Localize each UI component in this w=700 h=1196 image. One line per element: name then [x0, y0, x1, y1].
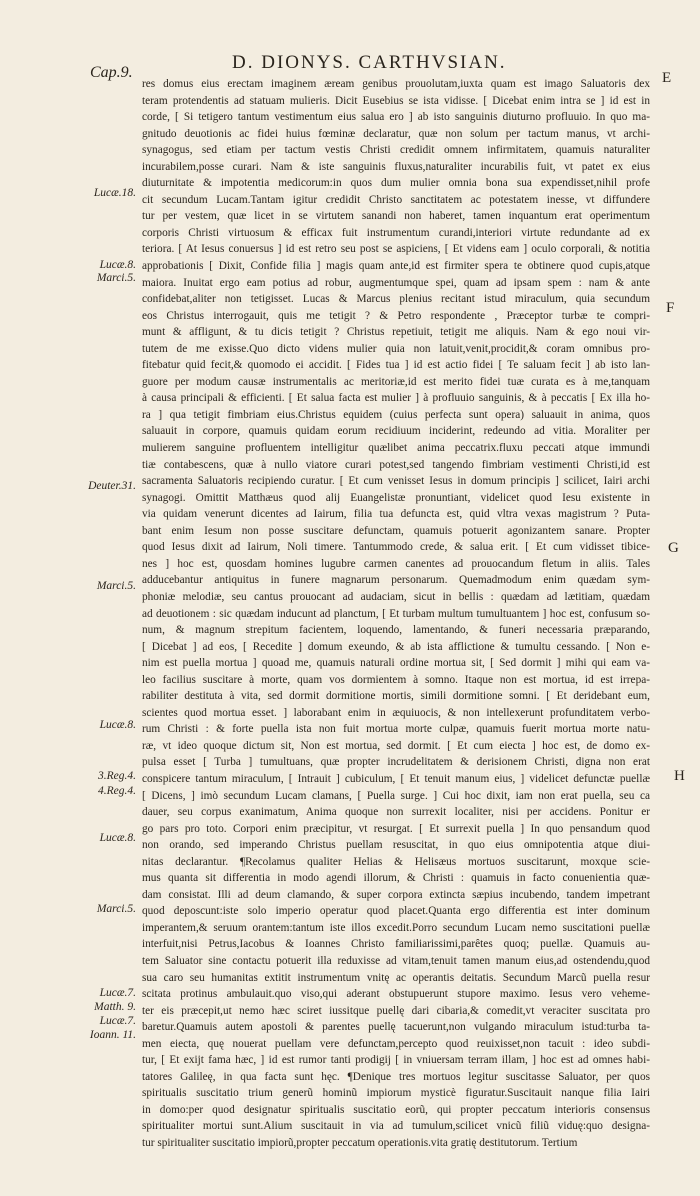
text-line: interfuit,nisi Petrus,Iacobus & Ioannes Christo familiarissimi,parêtes quoq; puellæ. Quamuis au- [142, 938, 650, 951]
margin-reference: Lucæ.8. [99, 832, 136, 844]
text-line: confidebat,aliter non tetigisset. Lucas & Marcus plenius recitant istud miraculum, quia secundum [142, 293, 650, 306]
margin-reference: 3.Reg.4. [97, 770, 136, 782]
text-line: tutem de me exisse.Quo dicto videns mulier quia non latuit,venit,procidit,& coram omnibus pro- [142, 342, 650, 355]
section-letter: G [668, 540, 679, 556]
text-line: corporis Christi virtuosum & efficax fuit instrumentum curandi,interiori virtute redundante ad ex [142, 226, 650, 239]
margin-reference: 4.Reg.4. [97, 785, 136, 797]
text-line: tur spiritualiter suscitatio impiorũ,propter peccatum operationis.vita gratię destitutorum. Tertium [142, 1137, 578, 1149]
text-line: res domus eius erectam imaginem æream genibus prouolutam,iuxta quam est imago Saluatoris dex [142, 78, 650, 90]
text-line: tur, [ Et exijt fama hæc, ] id est rumor tanti prodigij [ in vniuersam terram illam, ] hoc est ad omnes habi- [142, 1054, 650, 1067]
text-line: gnitudo deuotionis ac fidei huius fœminæ declaratur, quæ non solum per tactum manus, vt archi- [142, 127, 650, 140]
text-line: leo facilius suscitare à morte, quam vos dormientem à somno. Itaque non est mortua, id est irrepa- [142, 673, 650, 686]
text-line: pulsa esset [ Turba ] tumultuans, quæ propter incrudelitatem & derisionem Christi, digna non erat [142, 756, 650, 769]
margin-reference: Lucæ.8. [99, 719, 136, 731]
text-line: num, & magnum strepitum facientem, loquendo, lamentando, & funeri necessaria præparando, [142, 624, 650, 637]
text-line: scitata protinus ambulauit.quo viso,qui aderant obstupuerunt stupore maximo. Iesus vero veheme- [142, 988, 650, 1001]
text-line: via quidam venerunt dicentes ad Iairum, filia tua defuncta est, quid vltra vexas magistrum ? Puta- [142, 508, 650, 521]
text-line: adducebantur antiquitus in funere magnarum personarum. Quemadmodum enim quædam sym- [142, 574, 650, 587]
text-line: ter eis præcepit,ut nemo hæc sciret iussitque puellę dari cibaria,& comedit,vt veraciter suscitata pro [142, 1004, 650, 1017]
text-line: imperantem,& seruum orantem:tantum iste illos excedit.Porro secundum Lucam nemo suscitationi puellæ [142, 921, 650, 934]
text-line: dauer, seu corpus exanimatum, Anima quoque non surrexit localiter, nisi per accidens. Ponitur er [142, 806, 650, 819]
text-line: sua caro seu humanitas extitit instrumentum vnitę ac operantis deitatis. Secundum Marcũ puella resur [142, 971, 650, 984]
margin-reference: Marci.5. [96, 903, 136, 915]
text-line: baretur.Quamuis autem apostoli & parentes puellę tacuerunt,non vulgando miraculum istud:turba ta- [142, 1021, 650, 1034]
text-line: dam consistat. Illi ad deum clamando, & super corpora extincta sæpius incubendo, tandem impetrant [142, 888, 650, 901]
text-line: sacramenta Saluatoris recipiendo curatur. [ Et cum venisset Iesus in domum principis ] scilicet, Iairi archi [142, 475, 650, 488]
margin-reference: Lucæ.18. [93, 187, 136, 199]
margin-reference: Ioann. 11. [89, 1029, 136, 1041]
text-line: diuturnitate & impotentia medicorum:in quos dum mulier omnia bona sua expendisset,nihil profe [142, 177, 650, 190]
text-line: ra ] qua tetigit fimbriam eius.Christus equidem (cuius perfecta sunt opera) saluauit in anima, quos [142, 408, 650, 421]
margin-reference: Matth. 9. [94, 1001, 136, 1013]
margin-reference: Lucæ.7. [99, 1015, 136, 1027]
section-letter: H [674, 768, 685, 784]
text-line: quod Iesus dixit ad Iairum, Noli timere. Tantummodo crede, & salua erit. [ Et cum vidisset tibice- [142, 541, 650, 554]
section-letter: E [662, 70, 672, 86]
text-line: saluauit in corpore, quamuis quidam eorum recidiuum inciderint, redeundo ad vitia. Moraliter per [142, 425, 650, 438]
text-line: conspicere tantum miraculum, [ Intrauit ] cubiculum, [ Et tenuit manum eius, ] videlicet defunctæ puellæ [142, 772, 650, 785]
body-text [142, 76, 650, 1152]
text-line: tatores Galileę, in qua facta sunt hęc. ¶Denique tres mortuos legitur suscitasse Saluator, per quos [142, 1070, 650, 1083]
text-line: synagogus, sed etiam per tactum vestis Christi credidit omnem infirmitatem, quamuis naturaliter [142, 144, 650, 157]
text-line: bant enim Iesum non posse suscitare defunctam, quamuis potuerit agonizantem sanare. Propter [142, 524, 650, 537]
text-line: teram protendentis ad statuam mulieris. Dicit Eusebius se ista vidisse. [ Dicebat enim intra se ] id est in [142, 94, 650, 107]
text-line: quod deposcunt:iste solo imperio operatur quod placet.Quanta ergo differentia est inter dominum [142, 905, 650, 918]
text-line: tiæ contabescens, quæ à nullo viatore curari potest,sed tangendo fimbriam vestimenti Christi,id est [142, 458, 650, 471]
margin-reference: Deuter.31. [88, 480, 136, 492]
text-line: nitas declarantur. ¶Recolamus qualiter Helias & Helisæus mortuos suscitarunt, moxque scie- [142, 855, 650, 868]
text-line: maiora. Inuitat ergo eam potius ad robur, augmentumque spei, quam ad ipsam spem : nam & ante [142, 276, 650, 289]
text-line: in domo:per quod designatur spiritualis suscitatio eorũ, qui propter peccatum interioris consensus [142, 1103, 650, 1116]
text-line: guore per modum causæ instrumentalis ac meritoriæ,id est merito fidei tuæ curata es à me,tanquam [142, 375, 650, 388]
text-line: [ Dicens, ] imò secundum Lucam clamans, [ Puella surge. ] Cui hoc dixit, iam non erat puella, seu ca [142, 789, 650, 802]
text-line: ad deuotionem : sic quædam inducunt ad planctum, [ Et turbam multum tumultuantem ] hoc est, confusum so- [142, 607, 650, 620]
text-line: fitebatur quid fecit,& quomodo ei accidit. [ Fides tua ] id est actio fidei [ Te saluam fecit ] ab isto lan- [142, 359, 650, 372]
text-line: synagogi. Omittit Matthæus quod alij Euangelistæ pronuntiant, videlicet quod Iesu existente in [142, 491, 650, 504]
text-line: spiritualis suscitatio trium generũ hominũ impiorum mysticè figuratur.Suscitauit nanque filia Iairi [142, 1087, 650, 1100]
chapter-marker: Cap.9. [90, 64, 133, 81]
margin-reference: Lucæ.8. [99, 259, 136, 271]
text-line: à causa principali & efficienti. [ Et salua facta est mulier ] à profluuio sanguinis, & à peccatis [ Ex illa ho- [142, 392, 650, 405]
text-line: munt & affligunt, & tu dicis tetigit ? Christus repetiuit, tetigit me aliquis. Nam & ego noui vir- [142, 326, 650, 339]
text-line: incurabilem,posse curari. Nam & iste sanguinis fluxus,naturaliter incurabilis fuit, vt patet ex eius [142, 160, 650, 173]
running-title: D. DIONYS. CARTHVSIAN. [232, 52, 507, 73]
text-line: corde, [ Si tetigero tantum vestimentum eius salua ero ] ab isto sanguinis diuturno profluuio. In quo ma- [142, 111, 650, 124]
text-line: rabiliter destituta à vita, sed dormit dormitione mortis, simili dormitione somni. [ Et deridebant eum, [142, 690, 650, 703]
section-letter: F [666, 300, 675, 316]
text-line: tur per vestem, quæ licet in se virtutem sanandi non haberet, tamen inquantum erat operimentum [142, 210, 650, 223]
text-line: eos Christus interrogauit, quis me tetigit ? & Petro respondente , Præceptor turbæ te compri- [142, 309, 650, 322]
margin-reference: Marci.5. [96, 580, 136, 592]
text-line: mulierem sanguine profluentem intelligitur quælibet anima peccatrix.fluxu peccati atque immundi [142, 442, 650, 455]
text-line: tem Saluator sine contactu potuerit illa reduxisse ad vitam,tenuit tamen manum eius,ad ostendendu,quod [142, 954, 650, 967]
text-line: non orando, sed imperando Christus puellam resuscitat, in quo eius omnipotentia atque diui- [142, 839, 650, 852]
text-line: approbationis [ Dixit, Confide filia ] magis quam ante,id est firmiter spera te obtinere quod cupis,atque [142, 260, 650, 273]
text-line: cit secundum Lucam.Tantam igitur credidit Christo sanctitatem ac potestatem inesse, vt diffundere [142, 193, 650, 206]
text-line: go pars pro toto. Corpori enim præcipitur, vt resurgat. [ Et surrexit puella ] In quo pensandum quod [142, 822, 650, 835]
text-line: [ Dicebat ] ad eos, [ Recedite ] domum exeundo, & ab ista afflictione & tumultu cessando. [ Non e- [142, 640, 650, 653]
text-line: spiritualiter mortui sunt.Alium suscitauit in via ad tumulum,scilicet vnicũ filiũ viduę:quo designa- [142, 1120, 650, 1133]
text-line: scientes quod mortua esset. ] laborabant enim in æquiuocis, & non intellexerunt profunditatem verbo- [142, 706, 650, 719]
text-line: teriora. [ At Iesus conuersus ] id est retro seu post se aspiciens, [ Et videns eam ] oculo corporali, & notitia [142, 243, 650, 256]
text-line: nim est puella mortua ] quoad me, quamuis naturali ordine mortua sit, [ Sed dormit ] mihi qui eam va- [142, 657, 650, 670]
text-line: rum Christi : & forte puella ista non fuit mortua morte culpæ, quamuis fuerit mortua morte natu- [142, 723, 650, 736]
text-line: phoniæ melodiæ, seu cantus prouocant ad audaciam, sicut in bellis : quædam ad lætitiam, quædam [142, 590, 650, 603]
text-line: mus quanta sit differentia in modo agendi illorum, & Christi : quamuis in facto conuenientia quæ- [142, 872, 650, 885]
margin-reference: Marci.5. [96, 272, 136, 284]
margin-reference: Lucæ.7. [99, 987, 136, 999]
text-line: nes ] hoc est, quosdam homines lugubre carmen canentes ad prouocandum fletum in aliis. Tales [142, 557, 650, 570]
text-line: men eiecta, quę nouerat puellam vere defunctam,percepto quod reuixisset,non tacuit : ideo subdi- [142, 1037, 650, 1050]
text-line: ræ, vt ideo quoque dictum sit, Non est mortua, sed dormit. [ Et cum eiecta ] hoc est, de domo ex- [142, 739, 650, 752]
